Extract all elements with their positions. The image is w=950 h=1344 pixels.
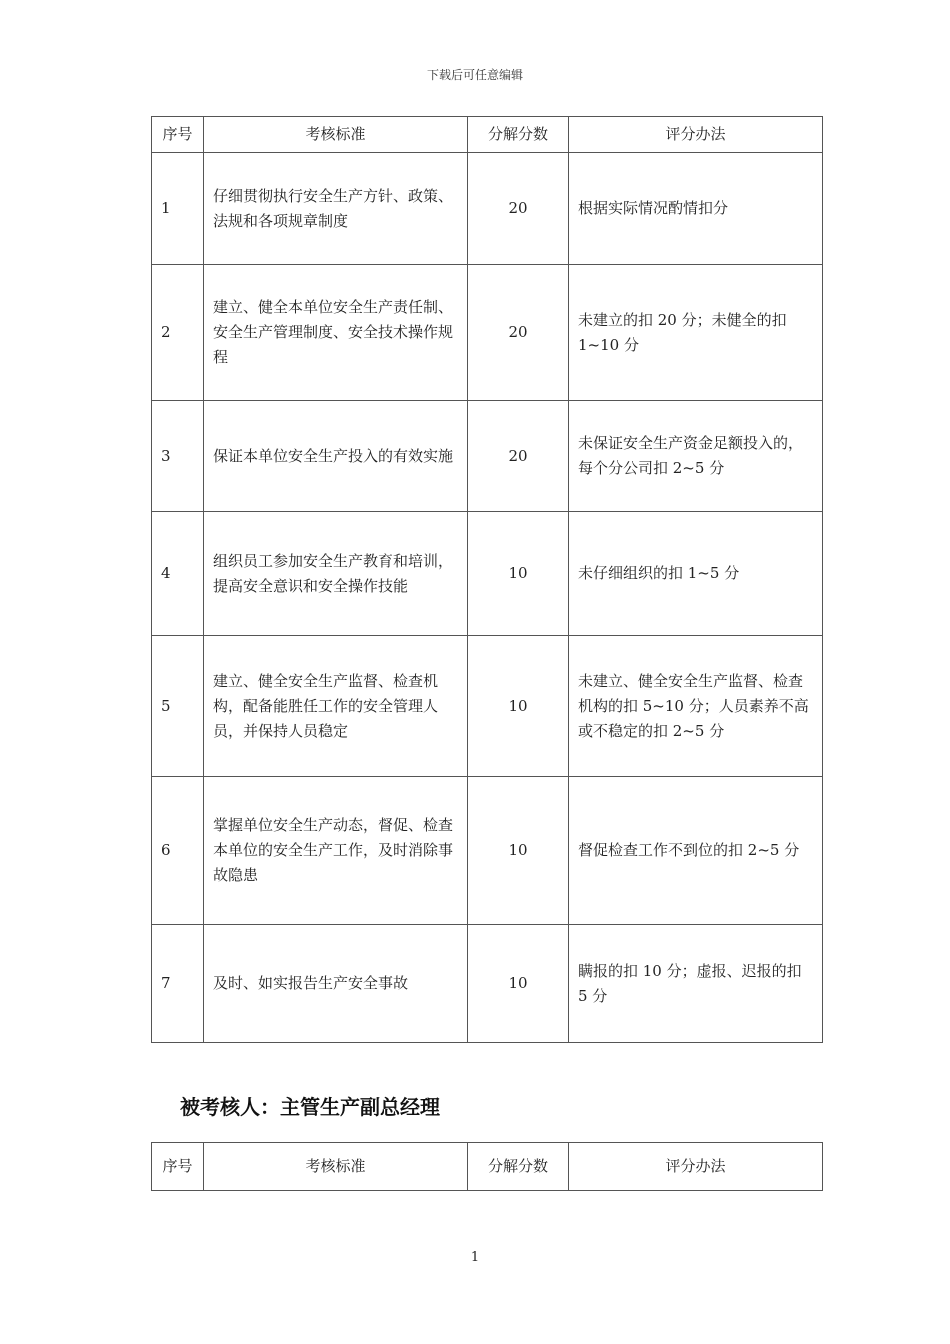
row-score: 10 [468, 636, 569, 777]
table-row [152, 777, 823, 925]
row-no: 7 [152, 925, 204, 1043]
row-no: 3 [152, 401, 204, 512]
col-header-standard: 考核标准 [204, 117, 468, 153]
row-score: 20 [468, 401, 569, 512]
row-score: 20 [468, 265, 569, 401]
row-score: 10 [468, 777, 569, 925]
row-standard: 及时、如实报告生产安全事故 [204, 925, 468, 1043]
col-header-no: 序号 [152, 117, 204, 153]
row-no: 6 [152, 777, 204, 925]
row-score: 10 [468, 512, 569, 636]
table-header-row [152, 117, 823, 153]
table-header-row [152, 1143, 823, 1191]
page-number: 1 [470, 1250, 480, 1265]
row-no: 1 [152, 153, 204, 265]
col-header-no: 序号 [152, 1143, 204, 1191]
table-row [152, 512, 823, 636]
row-standard: 建立、健全安全生产监督、检查机构，配备能胜任工作的安全管理人员，并保持人员稳定 [204, 636, 468, 777]
row-standard: 保证本单位安全生产投入的有效实施 [204, 401, 468, 512]
col-header-method: 评分办法 [569, 1143, 823, 1191]
row-standard: 组织员工参加安全生产教育和培训，提高安全意识和安全操作技能 [204, 512, 468, 636]
table-row [152, 636, 823, 777]
row-method: 瞒报的扣 10 分；虚报、迟报的扣 5 分 [569, 925, 823, 1043]
header-note: 下载后可任意编辑 [426, 68, 523, 82]
row-method: 督促检查工作不到位的扣 2~5 分 [569, 777, 823, 925]
table-row [152, 153, 823, 265]
table-row [152, 401, 823, 512]
table-row [152, 925, 823, 1043]
row-method: 未保证安全生产资金足额投入的，每个分公司扣 2~5 分 [569, 401, 823, 512]
col-header-method: 评分办法 [569, 117, 823, 153]
row-no: 4 [152, 512, 204, 636]
row-method: 未建立、健全安全生产监督、检查机构的扣 5~10 分；人员素养不高或不稳定的扣 2~5 分 [569, 636, 823, 777]
row-method: 根据实际情况酌情扣分 [569, 153, 823, 265]
row-method: 未仔细组织的扣 1~5 分 [569, 512, 823, 636]
row-standard: 建立、健全本单位安全生产责任制、安全生产管理制度、安全技术操作规程 [204, 265, 468, 401]
col-header-score: 分解分数 [468, 1143, 569, 1191]
table-row [152, 265, 823, 401]
row-score: 20 [468, 153, 569, 265]
row-standard: 仔细贯彻执行安全生产方针、政策、法规和各项规章制度 [204, 153, 468, 265]
row-no: 2 [152, 265, 204, 401]
assessment-table [151, 116, 823, 1043]
row-method: 未建立的扣 20 分；未健全的扣 1~10 分 [569, 265, 823, 401]
row-standard: 掌握单位安全生产动态，督促、检查本单位的安全生产工作，及时消除事故隐患 [204, 777, 468, 925]
row-no: 5 [152, 636, 204, 777]
row-score: 10 [468, 925, 569, 1043]
assessment-table-2 [151, 1142, 823, 1191]
col-header-standard: 考核标准 [204, 1143, 468, 1191]
col-header-score: 分解分数 [468, 117, 569, 153]
section-title: 被考核人：主管生产副总经理 [180, 1095, 440, 1119]
